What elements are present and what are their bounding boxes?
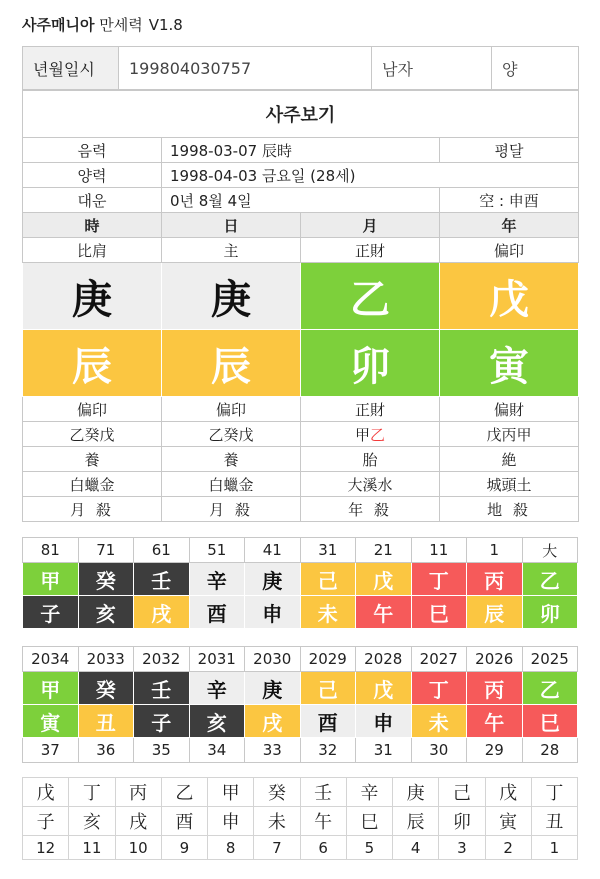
monthly-branch[interactable]: 子 [23, 807, 69, 836]
monthly-stem[interactable]: 丙 [115, 778, 161, 807]
sinsal: 月 殺 [23, 497, 162, 522]
yearly-year: 2028 [356, 647, 412, 672]
heavenly-stem: 戊 [440, 263, 579, 330]
yearly-year: 2026 [467, 647, 523, 672]
heavenly-stem: 乙 [301, 263, 440, 330]
daewoon-branch[interactable]: 巳 [411, 596, 467, 629]
monthly-stem[interactable]: 辛 [346, 778, 392, 807]
hidden-stems: 戊丙甲 [440, 422, 579, 447]
yearly-stem[interactable]: 壬 [134, 672, 190, 705]
monthly-month: 4 [393, 836, 439, 860]
sinsal: 年 殺 [301, 497, 440, 522]
hidden-stems: 乙癸戊 [23, 422, 162, 447]
birth-label: 년월일시 [23, 47, 119, 90]
ten-god-top: 偏印 [440, 238, 579, 263]
daewoon-stem[interactable]: 己 [300, 563, 356, 596]
daewoon-age: 51 [189, 538, 245, 563]
pillar-header: 月 [301, 213, 440, 238]
heavenly-stem: 庚 [162, 263, 301, 330]
daewoon-stem[interactable]: 癸 [78, 563, 134, 596]
daewoon-age: 71 [78, 538, 134, 563]
heavenly-stem: 庚 [23, 263, 162, 330]
daewoon-branch[interactable]: 戌 [134, 596, 190, 629]
input-row [22, 46, 579, 90]
monthly-table [22, 777, 578, 860]
daewoon-age: 41 [245, 538, 301, 563]
ten-god-bottom: 偏印 [23, 397, 162, 422]
yearly-branch[interactable]: 申 [356, 705, 412, 738]
lunar-value: 1998-03-07 辰時 [162, 138, 440, 163]
daewoon-stem[interactable]: 辛 [189, 563, 245, 596]
yearly-age: 28 [522, 738, 578, 763]
yearly-stem[interactable]: 乙 [522, 672, 578, 705]
monthly-month: 9 [161, 836, 207, 860]
monthly-stem[interactable]: 己 [439, 778, 485, 807]
hidden-stem-main: 甲 [354, 425, 370, 444]
monthly-branch[interactable]: 午 [300, 807, 346, 836]
yearly-branch[interactable]: 亥 [189, 705, 245, 738]
yearly-year: 2033 [78, 647, 134, 672]
yearly-table [22, 646, 578, 763]
ten-god-top: 主 [162, 238, 301, 263]
monthly-branch[interactable]: 未 [254, 807, 300, 836]
monthly-stem-row [23, 778, 578, 807]
yearly-stem[interactable]: 辛 [189, 672, 245, 705]
twelve-stage: 胎 [301, 447, 440, 472]
earthly-branch: 辰 [23, 330, 162, 397]
daewoon-stem[interactable]: 庚 [245, 563, 301, 596]
daewoon-branch[interactable]: 午 [356, 596, 412, 629]
yearly-year: 2027 [411, 647, 467, 672]
twelve-stage: 絶 [440, 447, 579, 472]
saju-title: 사주보기 [23, 91, 579, 138]
saju-table [22, 90, 579, 522]
monthly-branch[interactable]: 亥 [69, 807, 115, 836]
yearly-age: 30 [411, 738, 467, 763]
yearly-branch[interactable]: 未 [411, 705, 467, 738]
yearly-year: 2025 [522, 647, 578, 672]
monthly-month: 7 [254, 836, 300, 860]
daewoon-age: 21 [356, 538, 412, 563]
daewoon-age: 31 [300, 538, 356, 563]
yearly-stem[interactable]: 丁 [411, 672, 467, 705]
daewoon-branch[interactable]: 未 [300, 596, 356, 629]
pillar-header: 時 [23, 213, 162, 238]
yearly-age-row [23, 738, 578, 763]
ten-god-bottom: 正財 [301, 397, 440, 422]
daewoon-stem[interactable]: 壬 [134, 563, 190, 596]
yearly-year: 2030 [245, 647, 301, 672]
yearly-age: 37 [23, 738, 79, 763]
daewoon-branch[interactable]: 子 [23, 596, 79, 629]
monthly-month: 6 [300, 836, 346, 860]
monthly-stem[interactable]: 乙 [161, 778, 207, 807]
app-name: 사주매니아 [22, 16, 95, 34]
monthly-stem[interactable]: 丁 [69, 778, 115, 807]
earthly-branch: 卯 [301, 330, 440, 397]
calendar-type-select[interactable]: 양 [492, 47, 579, 90]
yearly-branch[interactable]: 午 [467, 705, 523, 738]
sinsal: 月 殺 [162, 497, 301, 522]
monthly-month: 11 [69, 836, 115, 860]
app-title [22, 14, 183, 42]
monthly-branch[interactable]: 寅 [485, 807, 531, 836]
daewoon-age: 1 [467, 538, 523, 563]
daewoon-stem[interactable]: 丁 [411, 563, 467, 596]
hidden-stems [301, 422, 440, 447]
monthly-branch[interactable]: 辰 [393, 807, 439, 836]
sinsal: 地 殺 [440, 497, 579, 522]
daewoon-age: 61 [134, 538, 190, 563]
monthly-month: 1 [531, 836, 577, 860]
monthly-branch[interactable]: 巳 [346, 807, 392, 836]
monthly-branch[interactable]: 卯 [439, 807, 485, 836]
hidden-stems: 乙癸戊 [162, 422, 301, 447]
yearly-stem[interactable]: 庚 [245, 672, 301, 705]
daewoon-age: 11 [411, 538, 467, 563]
earthly-branch: 辰 [162, 330, 301, 397]
monthly-stem[interactable]: 戊 [485, 778, 531, 807]
earthly-branch: 寅 [440, 330, 579, 397]
napeum: 城頭土 [440, 472, 579, 497]
yearly-age: 32 [300, 738, 356, 763]
yearly-year: 2029 [300, 647, 356, 672]
twelve-stage: 養 [162, 447, 301, 472]
napeum: 白蠟金 [162, 472, 301, 497]
monthly-branch[interactable]: 戌 [115, 807, 161, 836]
monthly-stem[interactable]: 壬 [300, 778, 346, 807]
daewoon-table [22, 537, 578, 629]
gender-select[interactable]: 남자 [372, 47, 492, 90]
daewoon-branch[interactable]: 辰 [467, 596, 523, 629]
daewoon-stem[interactable]: 丙 [467, 563, 523, 596]
monthly-month: 12 [23, 836, 69, 860]
monthly-month: 10 [115, 836, 161, 860]
yearly-stem[interactable]: 丙 [467, 672, 523, 705]
daewoon-label: 대운 [23, 188, 162, 213]
yearly-age: 31 [356, 738, 412, 763]
twelve-stage: 養 [23, 447, 162, 472]
ten-god-bottom: 偏財 [440, 397, 579, 422]
monthly-stem[interactable]: 甲 [208, 778, 254, 807]
solar-value: 1998-04-03 금요일 (28세) [162, 163, 579, 188]
daewoon-branch-row [23, 596, 578, 629]
yearly-year-row [23, 647, 578, 672]
yearly-stem-row [23, 672, 578, 705]
ten-god-bottom: 偏印 [162, 397, 301, 422]
solar-label: 양력 [23, 163, 162, 188]
yearly-stem[interactable]: 戊 [356, 672, 412, 705]
app-subtitle: 만세력 [94, 16, 143, 34]
yearly-branch[interactable]: 酉 [300, 705, 356, 738]
yearly-branch[interactable]: 子 [134, 705, 190, 738]
yearly-branch-row [23, 705, 578, 738]
monthly-month: 5 [346, 836, 392, 860]
monthly-month-row [23, 836, 578, 860]
pillar-header: 日 [162, 213, 301, 238]
daewoon-branch[interactable]: 亥 [78, 596, 134, 629]
lunar-label: 음력 [23, 138, 162, 163]
monthly-branch-row [23, 807, 578, 836]
yearly-year: 2031 [189, 647, 245, 672]
gongmang: 空 : 申酉 [440, 188, 579, 213]
monthly-month: 3 [439, 836, 485, 860]
yearly-branch[interactable]: 丑 [78, 705, 134, 738]
monthly-branch[interactable]: 酉 [161, 807, 207, 836]
ten-god-top: 比肩 [23, 238, 162, 263]
pillar-header: 年 [440, 213, 579, 238]
yearly-year: 2034 [23, 647, 79, 672]
hidden-stem-highlight: 乙 [370, 425, 386, 444]
daewoon-value: 0년 8월 4일 [162, 188, 440, 213]
daewoon-stem[interactable]: 甲 [23, 563, 79, 596]
monthly-stem[interactable]: 癸 [254, 778, 300, 807]
daewoon-age: 81 [23, 538, 79, 563]
napeum: 大溪水 [301, 472, 440, 497]
yearly-stem[interactable]: 甲 [23, 672, 79, 705]
yearly-age: 35 [134, 738, 190, 763]
yearly-stem[interactable]: 癸 [78, 672, 134, 705]
monthly-branch[interactable]: 丑 [531, 807, 577, 836]
leap-month: 평달 [440, 138, 579, 163]
yearly-age: 33 [245, 738, 301, 763]
daewoon-stem[interactable]: 乙 [522, 563, 578, 596]
daewoon-age-row [23, 538, 578, 563]
yearly-age: 36 [78, 738, 134, 763]
daewoon-age: 大 [522, 538, 578, 563]
daewoon-stem[interactable]: 戊 [356, 563, 412, 596]
monthly-month: 8 [208, 836, 254, 860]
birth-input[interactable]: 199804030757 [119, 47, 372, 90]
monthly-branch[interactable]: 申 [208, 807, 254, 836]
yearly-branch[interactable]: 戌 [245, 705, 301, 738]
daewoon-stem-row [23, 563, 578, 596]
yearly-branch[interactable]: 寅 [23, 705, 79, 738]
monthly-month: 2 [485, 836, 531, 860]
yearly-age: 34 [189, 738, 245, 763]
yearly-branch[interactable]: 巳 [522, 705, 578, 738]
yearly-year: 2032 [134, 647, 190, 672]
app-version: V1.8 [148, 16, 183, 34]
napeum: 白蠟金 [23, 472, 162, 497]
daewoon-branch[interactable]: 酉 [189, 596, 245, 629]
monthly-stem[interactable]: 戊 [23, 778, 69, 807]
ten-god-top: 正財 [301, 238, 440, 263]
yearly-stem[interactable]: 己 [300, 672, 356, 705]
daewoon-branch[interactable]: 申 [245, 596, 301, 629]
monthly-stem[interactable]: 丁 [531, 778, 577, 807]
monthly-stem[interactable]: 庚 [393, 778, 439, 807]
yearly-age: 29 [467, 738, 523, 763]
daewoon-branch[interactable]: 卯 [522, 596, 578, 629]
